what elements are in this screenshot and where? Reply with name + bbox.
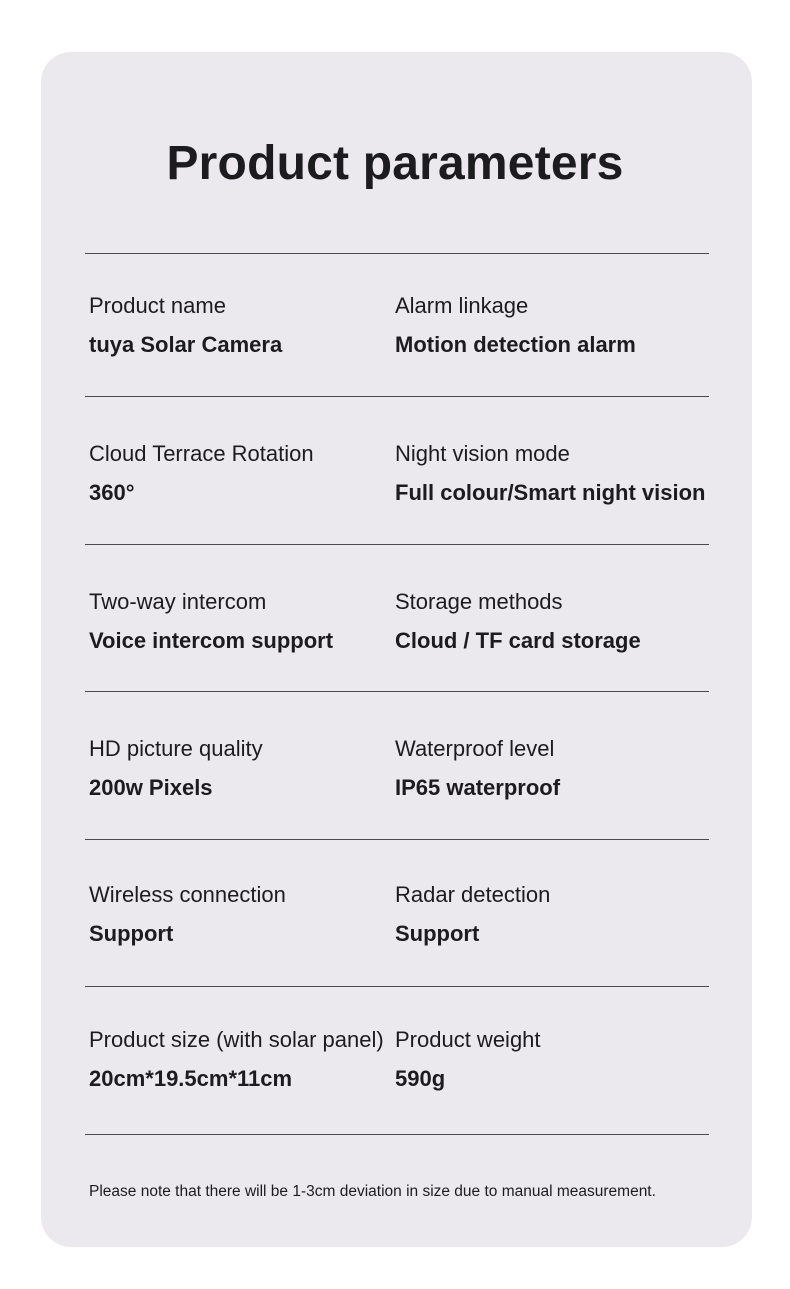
param-label: Radar detection (395, 882, 551, 907)
param-radar-detection (395, 880, 550, 949)
param-product-size (89, 1025, 384, 1094)
param-product-weight (395, 1025, 541, 1094)
param-value: 360° (89, 480, 135, 505)
param-value: Full colour/Smart night vision (395, 480, 706, 505)
param-waterproof-level (395, 734, 560, 803)
param-night-vision-mode (395, 439, 705, 508)
param-product-name (89, 291, 282, 360)
divider (85, 396, 709, 397)
page-title: Product parameters (166, 137, 624, 190)
param-label: Product name (89, 293, 226, 318)
param-value: 20cm*19.5cm*11cm (89, 1066, 293, 1091)
divider (85, 1134, 709, 1135)
param-value: Motion detection alarm (395, 332, 636, 357)
param-value: Support (89, 921, 174, 946)
param-value: Support (395, 921, 480, 946)
param-cloud-terrace-rotation (89, 439, 314, 508)
param-value: Cloud / TF card storage (395, 628, 641, 653)
param-hd-picture-quality (89, 734, 263, 803)
param-value: 590g (395, 1066, 446, 1091)
param-label: Wireless connection (89, 882, 286, 907)
param-value: tuya Solar Camera (89, 332, 283, 357)
param-alarm-linkage (395, 291, 636, 360)
divider (85, 544, 709, 545)
param-label: Product weight (395, 1027, 541, 1052)
param-value: Voice intercom support (89, 628, 334, 653)
param-label: Cloud Terrace Rotation (89, 441, 314, 466)
divider (85, 839, 709, 840)
param-value: 200w Pixels (89, 775, 213, 800)
divider (85, 253, 709, 254)
param-label: Two-way intercom (89, 589, 267, 614)
divider (85, 691, 709, 692)
param-label: Alarm linkage (395, 293, 529, 318)
param-storage-methods (395, 587, 641, 656)
param-label: HD picture quality (89, 736, 263, 761)
param-value: IP65 waterproof (395, 775, 561, 800)
measurement-note: Please note that there will be 1-3cm deviation in size due to manual measurement. (89, 1183, 656, 1200)
divider (85, 986, 709, 987)
param-label: Storage methods (395, 589, 563, 614)
param-wireless-connection (89, 880, 286, 949)
param-label: Waterproof level (395, 736, 555, 761)
param-label: Product size (with solar panel) (89, 1027, 384, 1052)
param-two-way-intercom (89, 587, 333, 656)
param-label: Night vision mode (395, 441, 570, 466)
